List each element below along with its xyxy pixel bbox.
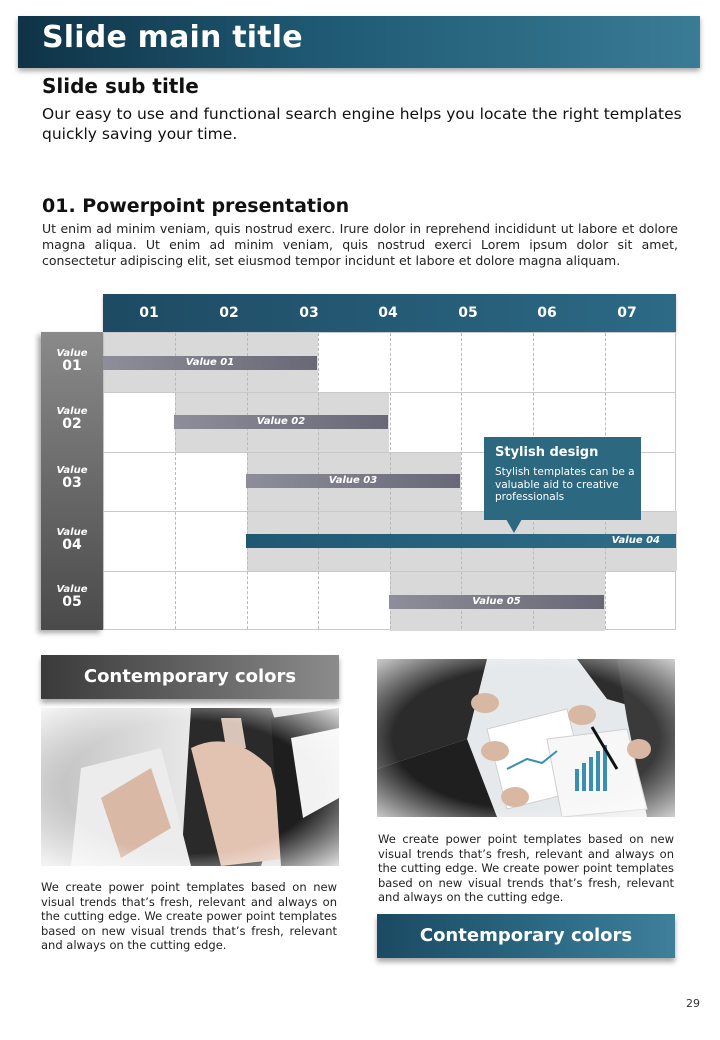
row-label-word: Value xyxy=(56,465,88,476)
gantt-row-label xyxy=(41,465,103,490)
row-label-number: 05 xyxy=(62,594,82,610)
gantt-column-label: 07 xyxy=(617,305,637,321)
section-body: Ut enim ad minim veniam, quis nostrud exerc. Irure dolor in reprehend incididunt ut labore et dolore magna aliqua. Ut enim ad minim veniam, quis nostrud exerci Lorem ipsum dolor sit amet, consectetur adipiscing elit, set eiusmod tempor incidunt et labore et dolore magna aliquam. xyxy=(42,221,678,268)
section-heading: 01. Powerpoint presentation xyxy=(42,195,350,217)
row-label-number: 03 xyxy=(62,475,82,491)
gantt-bar: Value 04 xyxy=(246,534,676,548)
callout-title: Stylish design xyxy=(495,445,599,460)
panel-right-text: We create power point templates based on new visual trends that’s fresh, relevant and always on the cutting edge. We create power point templates based on new visual trends that’s fresh, relevant and always on the cutting edge. xyxy=(378,832,674,904)
panel-left-heading-bar xyxy=(41,655,339,699)
gantt-bar: Value 03 xyxy=(246,474,460,488)
panel-right-heading-bar xyxy=(377,914,675,958)
grid-line xyxy=(175,333,176,629)
gantt-column-label: 03 xyxy=(299,305,319,321)
gantt-header xyxy=(103,294,676,332)
gantt-bar: Value 05 xyxy=(389,595,604,609)
grid-line xyxy=(104,571,675,572)
gantt-bar: Value 01 xyxy=(103,356,317,370)
row-label-word: Value xyxy=(56,584,88,595)
callout-pointer xyxy=(506,519,522,533)
gantt-column-label: 04 xyxy=(378,305,398,321)
callout-body: Stylish templates can be a valuable aid to creative professionals xyxy=(495,466,635,503)
grid-line xyxy=(461,333,462,629)
panel-left-heading: Contemporary colors xyxy=(83,666,297,687)
row-label-word: Value xyxy=(56,406,88,417)
intro-text: Our easy to use and functional search engine helps you locate the right templates quickly saving your time. xyxy=(42,105,682,143)
gantt-row-label xyxy=(41,584,103,609)
page-number: 29 xyxy=(686,997,700,1010)
gantt-row-labels xyxy=(41,332,103,630)
business-meeting-photo xyxy=(377,659,675,817)
title-bar xyxy=(18,16,700,68)
gantt-bar: Value 02 xyxy=(174,415,388,429)
panel-left-text: We create power point templates based on new visual trends that’s fresh, relevant and always on the cutting edge. We create power point templates based on new visual trends that’s fresh, relevant and always on the cutting edge. xyxy=(41,880,337,952)
row-label-number: 01 xyxy=(62,358,82,374)
callout-box xyxy=(484,437,641,520)
gantt-row-label xyxy=(41,406,103,431)
gantt-column-label: 06 xyxy=(537,305,557,321)
clapping-hands-photo xyxy=(41,708,339,866)
row-label-number: 04 xyxy=(62,537,82,553)
gantt-row-label xyxy=(41,527,103,552)
row-label-word: Value xyxy=(56,527,88,538)
grid-line xyxy=(104,392,675,393)
gantt-column-label: 05 xyxy=(458,305,478,321)
row-label-number: 02 xyxy=(62,416,82,432)
gantt-column-label: 02 xyxy=(219,305,239,321)
row-label-word: Value xyxy=(56,348,88,359)
slide-subtitle: Slide sub title xyxy=(42,74,199,98)
slide-main-title: Slide main title xyxy=(42,20,303,55)
gantt-column-label: 01 xyxy=(139,305,159,321)
gantt-row-label xyxy=(41,348,103,373)
panel-right-heading: Contemporary colors xyxy=(419,925,633,946)
